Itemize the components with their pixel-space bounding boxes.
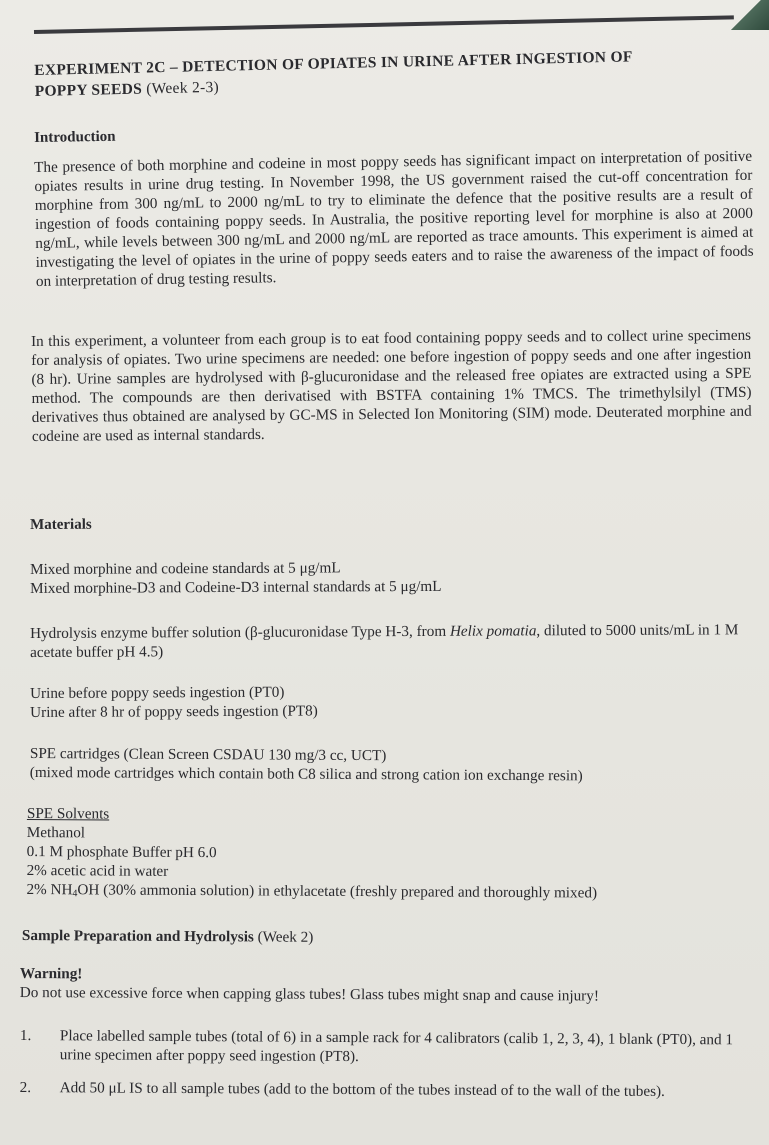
urine-item: Urine before poppy seeds ingestion (PT0) <box>30 683 285 702</box>
procedure-step <box>20 1078 738 1101</box>
spe-cartridge-line: (mixed mode cartridges which contain both C8 silica and strong cation ion exchange resin) <box>29 763 583 785</box>
document-title <box>34 44 755 102</box>
introduction-paragraph-2: In this experiment, a volunteer from each group is to eat food containing poppy seeds and to collect urine specimens for analysis of opiates. Two urine specimens are needed: one before ingestion of poppy seeds and one after ingestion (8 hr). Urine samples are hydrolysed with β-glucuronidase and the released free opiates are extracted using a SPE method. The compounds are then derivatised with BSTFA containing 1% TMCS. The trimethylsilyl (TMS) derivatives thus obtained are analysed by GC-MS in Selected Ion Monitoring (SIM) mode. Deuterated morphine and codeine are used as internal standards. <box>31 326 752 445</box>
warning-block <box>20 964 740 1006</box>
materials-heading: Materials <box>30 516 92 533</box>
standards-item: Mixed morphine and codeine standards at 5 μg/mL <box>30 559 341 578</box>
title-poppy-seeds: POPPY SEEDS <box>34 80 143 100</box>
step-number: 1. <box>19 1027 32 1045</box>
urine-list <box>30 680 750 722</box>
ammonia-prefix: 2% NH <box>26 880 73 899</box>
procedure-steps <box>19 1026 738 1115</box>
solvent-item: 0.1 M phosphate Buffer pH 6.0 <box>26 842 217 862</box>
introduction-heading: Introduction <box>34 128 116 146</box>
title-line-1: EXPERIMENT 2C – DETECTION OF OPIATES IN URINE AFTER INGESTION OF <box>34 48 633 79</box>
spe-cartridges <box>30 744 750 786</box>
page-corner-shadow <box>729 0 769 30</box>
top-rule <box>34 15 734 34</box>
standards-list <box>30 556 750 598</box>
introduction-paragraph-1: The presence of both morphine and codeine in most poppy seeds has significant impact on interpretation of positive opiates results in urine drug testing. In November 1998, the US government raised the cut-off concentration for morphine from 300 ng/mL to 2000 ng/mL to try to eliminate the defence that the positive results are a result of ingestion of foods containing poppy seeds. In Australia, the positive reporting level for morphine is also at 2000 ng/mL, while levels between 300 ng/mL and 2000 ng/mL are reported as trace amounts. This experiment is aimed at investigating the level of opiates in the urine of poppy seeds eaters and to raise the awareness of the impact of foods on interpretation of drug testing results. <box>34 147 754 290</box>
solvent-item: Methanol <box>26 823 86 842</box>
sample-prep-heading <box>22 926 742 949</box>
sample-prep-title: Sample Preparation and Hydrolysis <box>21 927 254 946</box>
sample-prep-week: (Week 2) <box>257 928 314 946</box>
step-number: 2. <box>19 1078 32 1097</box>
step-text: Place labelled sample tubes (total of 6) in a sample rack for 4 calibrators (calib 1, 2, 3, 4), 1 blank (PT0), and 1 urine specimen after poppy seed ingestion (PT8). <box>59 1027 734 1066</box>
enzyme-buffer-text <box>30 620 750 662</box>
solvent-item: 2% acetic acid in water <box>26 861 169 880</box>
spe-cartridge-line: SPE cartridges (Clean Screen CSDAU 130 mg/3 cc, UCT) <box>29 745 387 765</box>
urine-item: Urine after 8 hr of poppy seeds ingestion (PT8) <box>30 702 318 721</box>
ammonia-suffix: OH (30% ammonia solution) in ethylacetate (freshly prepared and thoroughly mixed) <box>77 881 598 902</box>
title-week: (Week 2-3) <box>146 78 220 98</box>
enzyme-text-end: , diluted to 5000 units/mL in 1 M acetate buffer pH 4.5) <box>30 621 739 661</box>
spe-solvents-list <box>26 804 747 907</box>
enzyme-text-start: Hydrolysis enzyme buffer solution (β-glucuronidase Type H-3, from <box>30 622 450 642</box>
procedure-step <box>20 1026 738 1068</box>
warning-text: Do not use excessive force when capping glass tubes! Glass tubes might snap and cause injury! <box>19 983 599 1005</box>
enzyme-species: Helix pomatia <box>449 622 537 640</box>
solvent-item-ammonia <box>26 880 746 907</box>
warning-heading: Warning! <box>19 965 83 983</box>
step-text: Add 50 μL IS to all sample tubes (add to the bottom of the tubes instead of to the wall of the tubes). <box>59 1079 665 1100</box>
spe-solvents-heading: SPE Solvents <box>26 805 110 823</box>
standards-item: Mixed morphine-D3 and Codeine-D3 internal standards at 5 μg/mL <box>30 577 442 597</box>
ammonia-subscript: 4 <box>72 888 78 900</box>
